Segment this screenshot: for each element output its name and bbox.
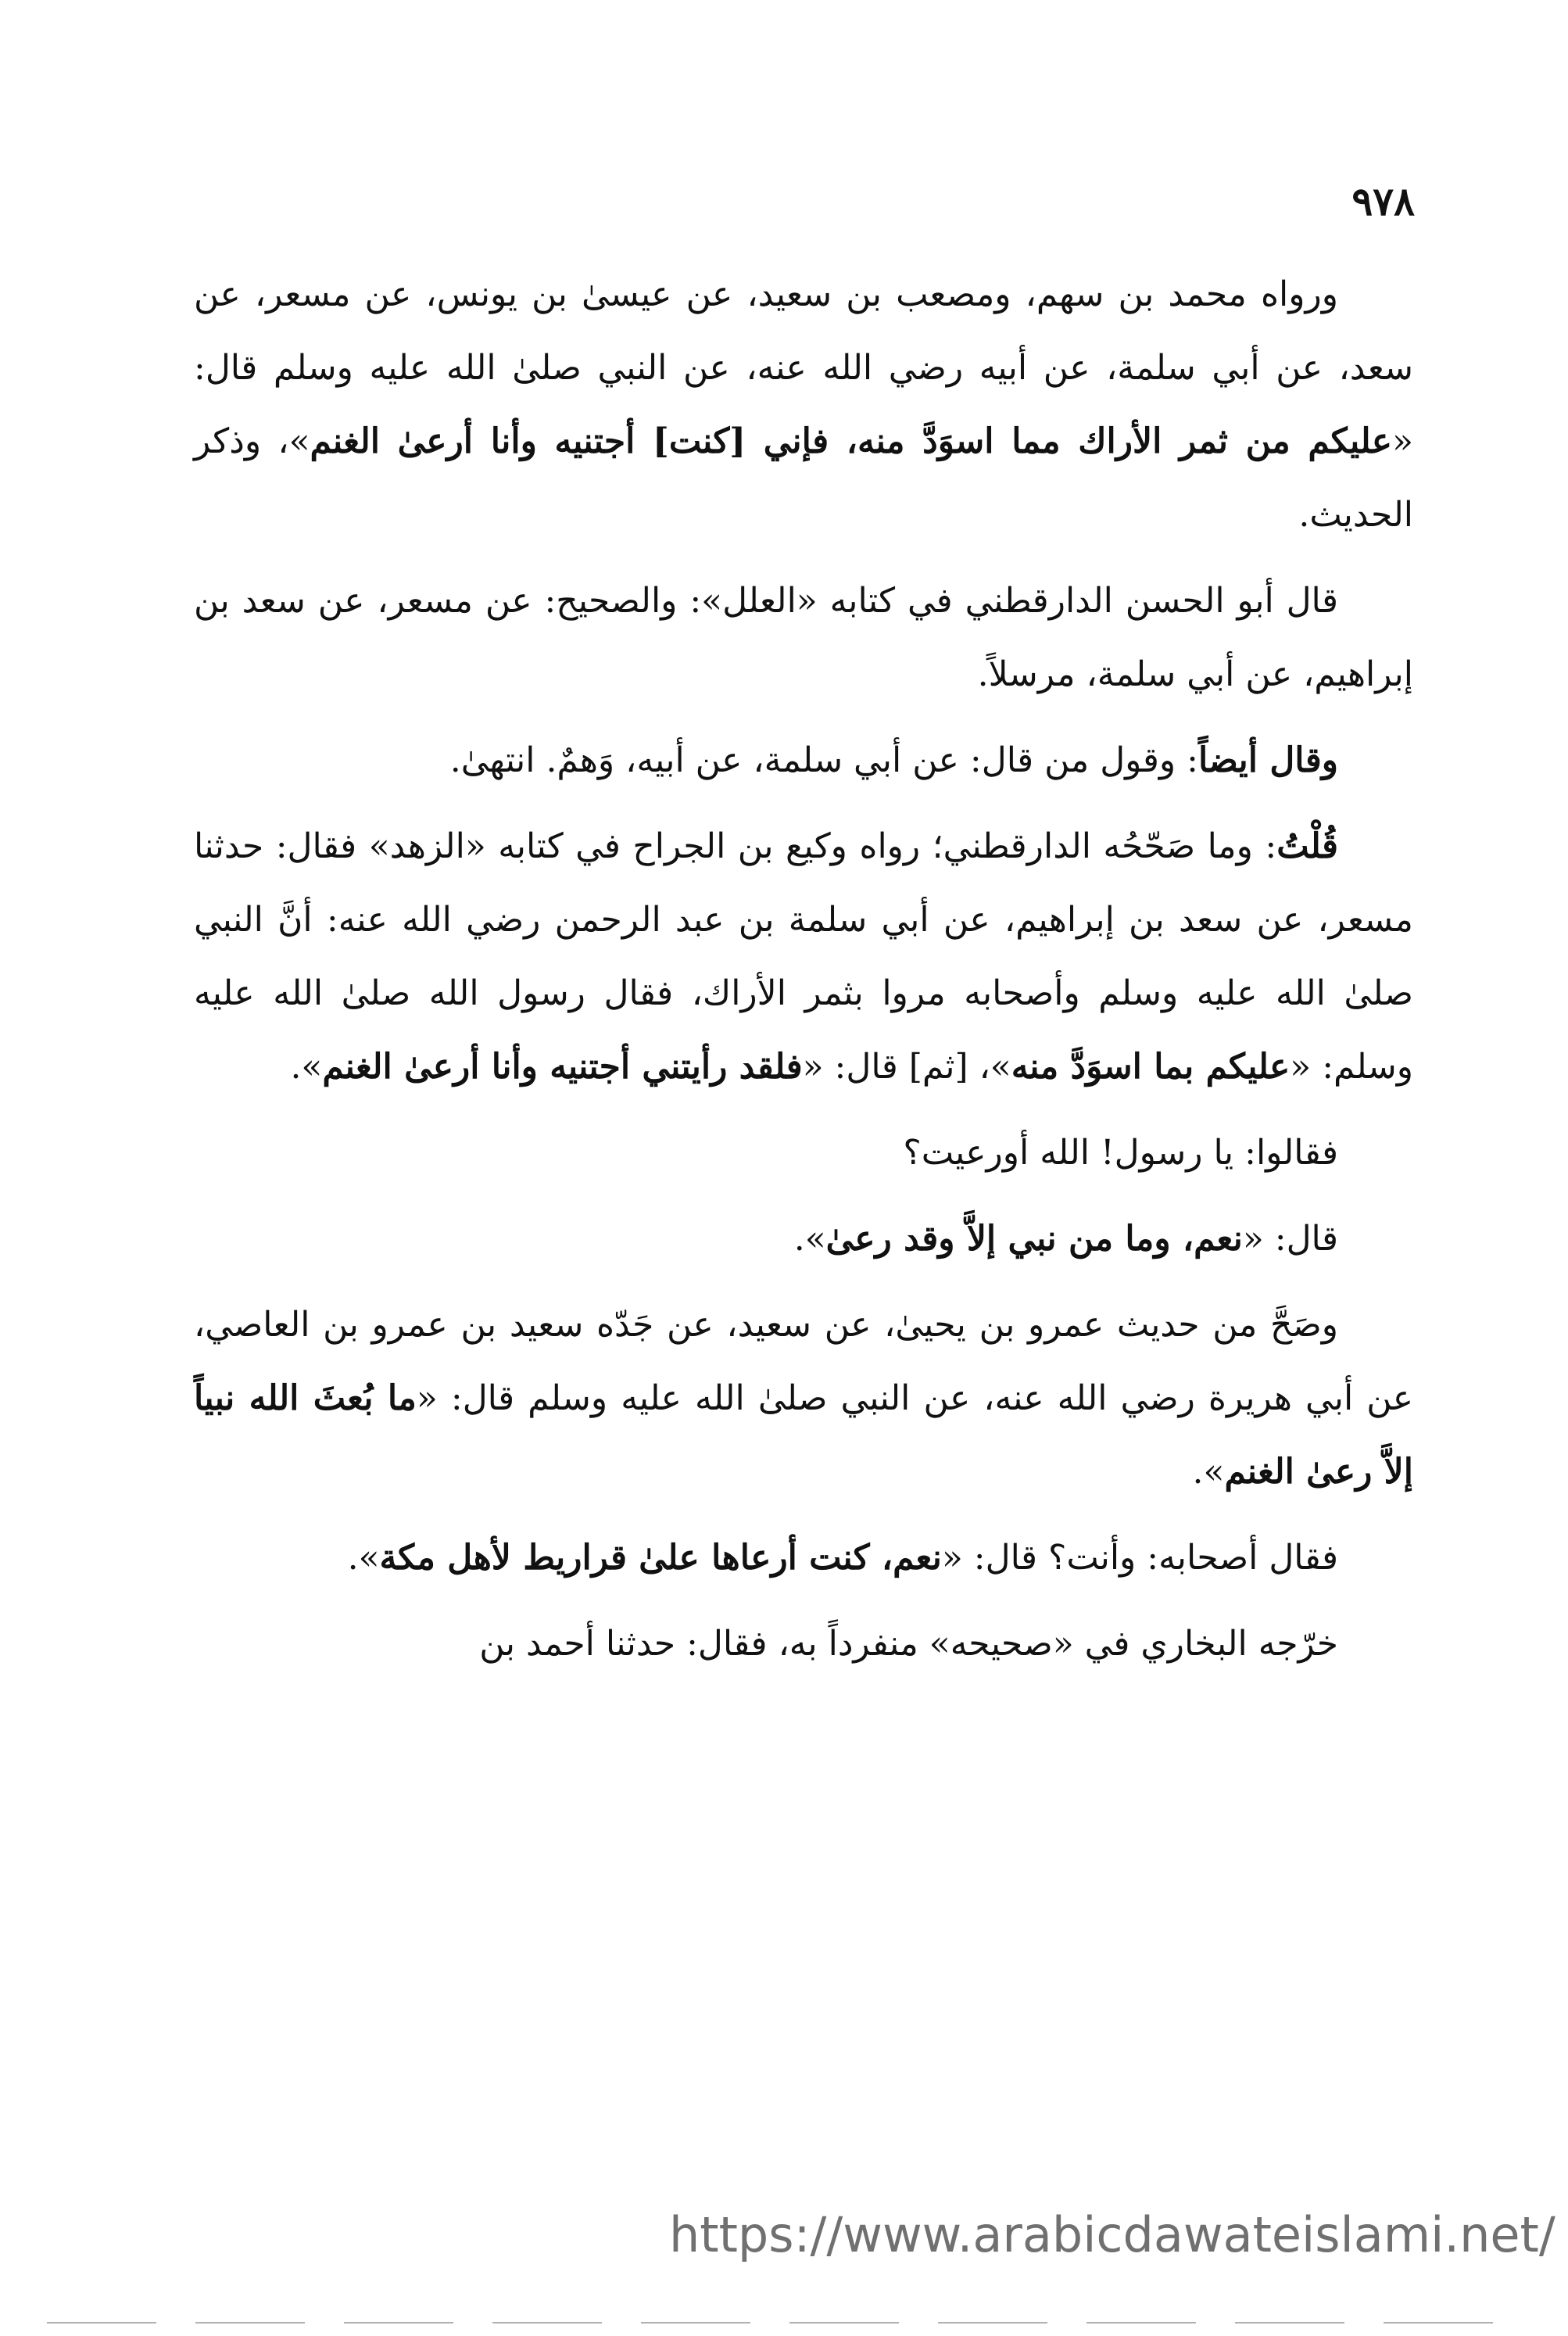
text-run: ». xyxy=(793,1219,826,1259)
paragraph xyxy=(194,1116,1413,1190)
hadith-quote: نعم، كنت أرعاها علىٰ قراريط لأهل مكة xyxy=(379,1538,942,1578)
text-run: قال: « xyxy=(1242,1219,1338,1259)
paragraph xyxy=(194,258,1413,552)
emphasis-run: وقال أيضاً xyxy=(1197,740,1338,780)
source-url: https://www.arabicdawateislami.net/ xyxy=(669,2206,1555,2263)
text-run: فقالوا: يا رسول! الله أورعيت؟ xyxy=(903,1133,1338,1173)
text-run: ». xyxy=(1192,1452,1225,1492)
text-run: : وما صَحّحُه الدارقطني؛ رواه وكيع بن الجراح في كتابه «الزهد» فقال: حدثنا مسعر، عن سعد بن إبراهيم، عن أبي سلمة بن عبد الرحمن رضي الله عنه: أنَّ النبي صلىٰ الله عليه وسلم وأصحابه مروا بثمر الأراك، فقال رسول الله صلىٰ الله عليه وسلم: « xyxy=(194,826,1413,1087)
paragraph xyxy=(194,810,1413,1104)
text-run: ». xyxy=(290,1047,323,1087)
paragraph xyxy=(194,724,1413,797)
text-run: خرّجه البخاري في «صحيحه» منفرداً به، فقال: حدثنا أحمد بن xyxy=(479,1624,1338,1664)
text-run: »، وذكر الحديث. xyxy=(194,421,1413,535)
hadith-quote: فلقد رأيتني أجتنيه وأنا أرعىٰ الغنم xyxy=(322,1047,803,1087)
paragraph xyxy=(194,1607,1413,1681)
emphasis-run: قُلْتُ xyxy=(1276,826,1338,866)
text-run: ». xyxy=(347,1538,380,1578)
text-run: وصَحَّ من حديث عمرو بن يحيىٰ، عن سعيد، عن جَدّه سعيد بن عمرو بن العاصي، عن أبي هريرة رضي الله عنه، عن النبي صلىٰ الله عليه وسلم قال: « xyxy=(194,1305,1413,1418)
text-run: قال أبو الحسن الدارقطني في كتابه «العلل»: والصحيح: عن مسعر، عن سعد بن إبراهيم، عن أبي سلمة، مرسلاً. xyxy=(194,581,1413,694)
paragraph xyxy=(194,1288,1413,1509)
text-run: »، [ثم] قال: « xyxy=(802,1047,1011,1087)
scan-edge-divider xyxy=(47,2322,1516,2323)
main-text xyxy=(194,258,1413,1693)
text-run: ورواه محمد بن سهم، ومصعب بن سعيد، عن عيسىٰ بن يونس، عن مسعر، عن سعد، عن أبي سلمة، عن أبيه رضي الله عنه، عن النبي صلىٰ الله عليه وسلم قال: « xyxy=(194,274,1413,461)
paragraph xyxy=(194,564,1413,711)
paragraph xyxy=(194,1202,1413,1276)
page-number: ٩٧٨ xyxy=(1351,178,1415,224)
text-run: : وقول من قال: عن أبي سلمة، عن أبيه، وَهمٌ. انتهىٰ. xyxy=(449,740,1198,780)
hadith-quote: عليكم بما اسوَدَّ منه xyxy=(1011,1047,1291,1087)
hadith-quote: ما بُعثَ الله نبياً إلاَّ رعىٰ الغنم xyxy=(194,1378,1413,1492)
hadith-quote: عليكم من ثمر الأراك مما اسوَدَّ منه، فإني [كنت] أجتنيه وأنا أرعىٰ الغنم xyxy=(310,421,1393,461)
hadith-quote: نعم، وما من نبي إلاَّ وقد رعىٰ xyxy=(825,1219,1243,1259)
paragraph xyxy=(194,1521,1413,1595)
text-run: فقال أصحابه: وأنت؟ قال: « xyxy=(941,1538,1338,1578)
